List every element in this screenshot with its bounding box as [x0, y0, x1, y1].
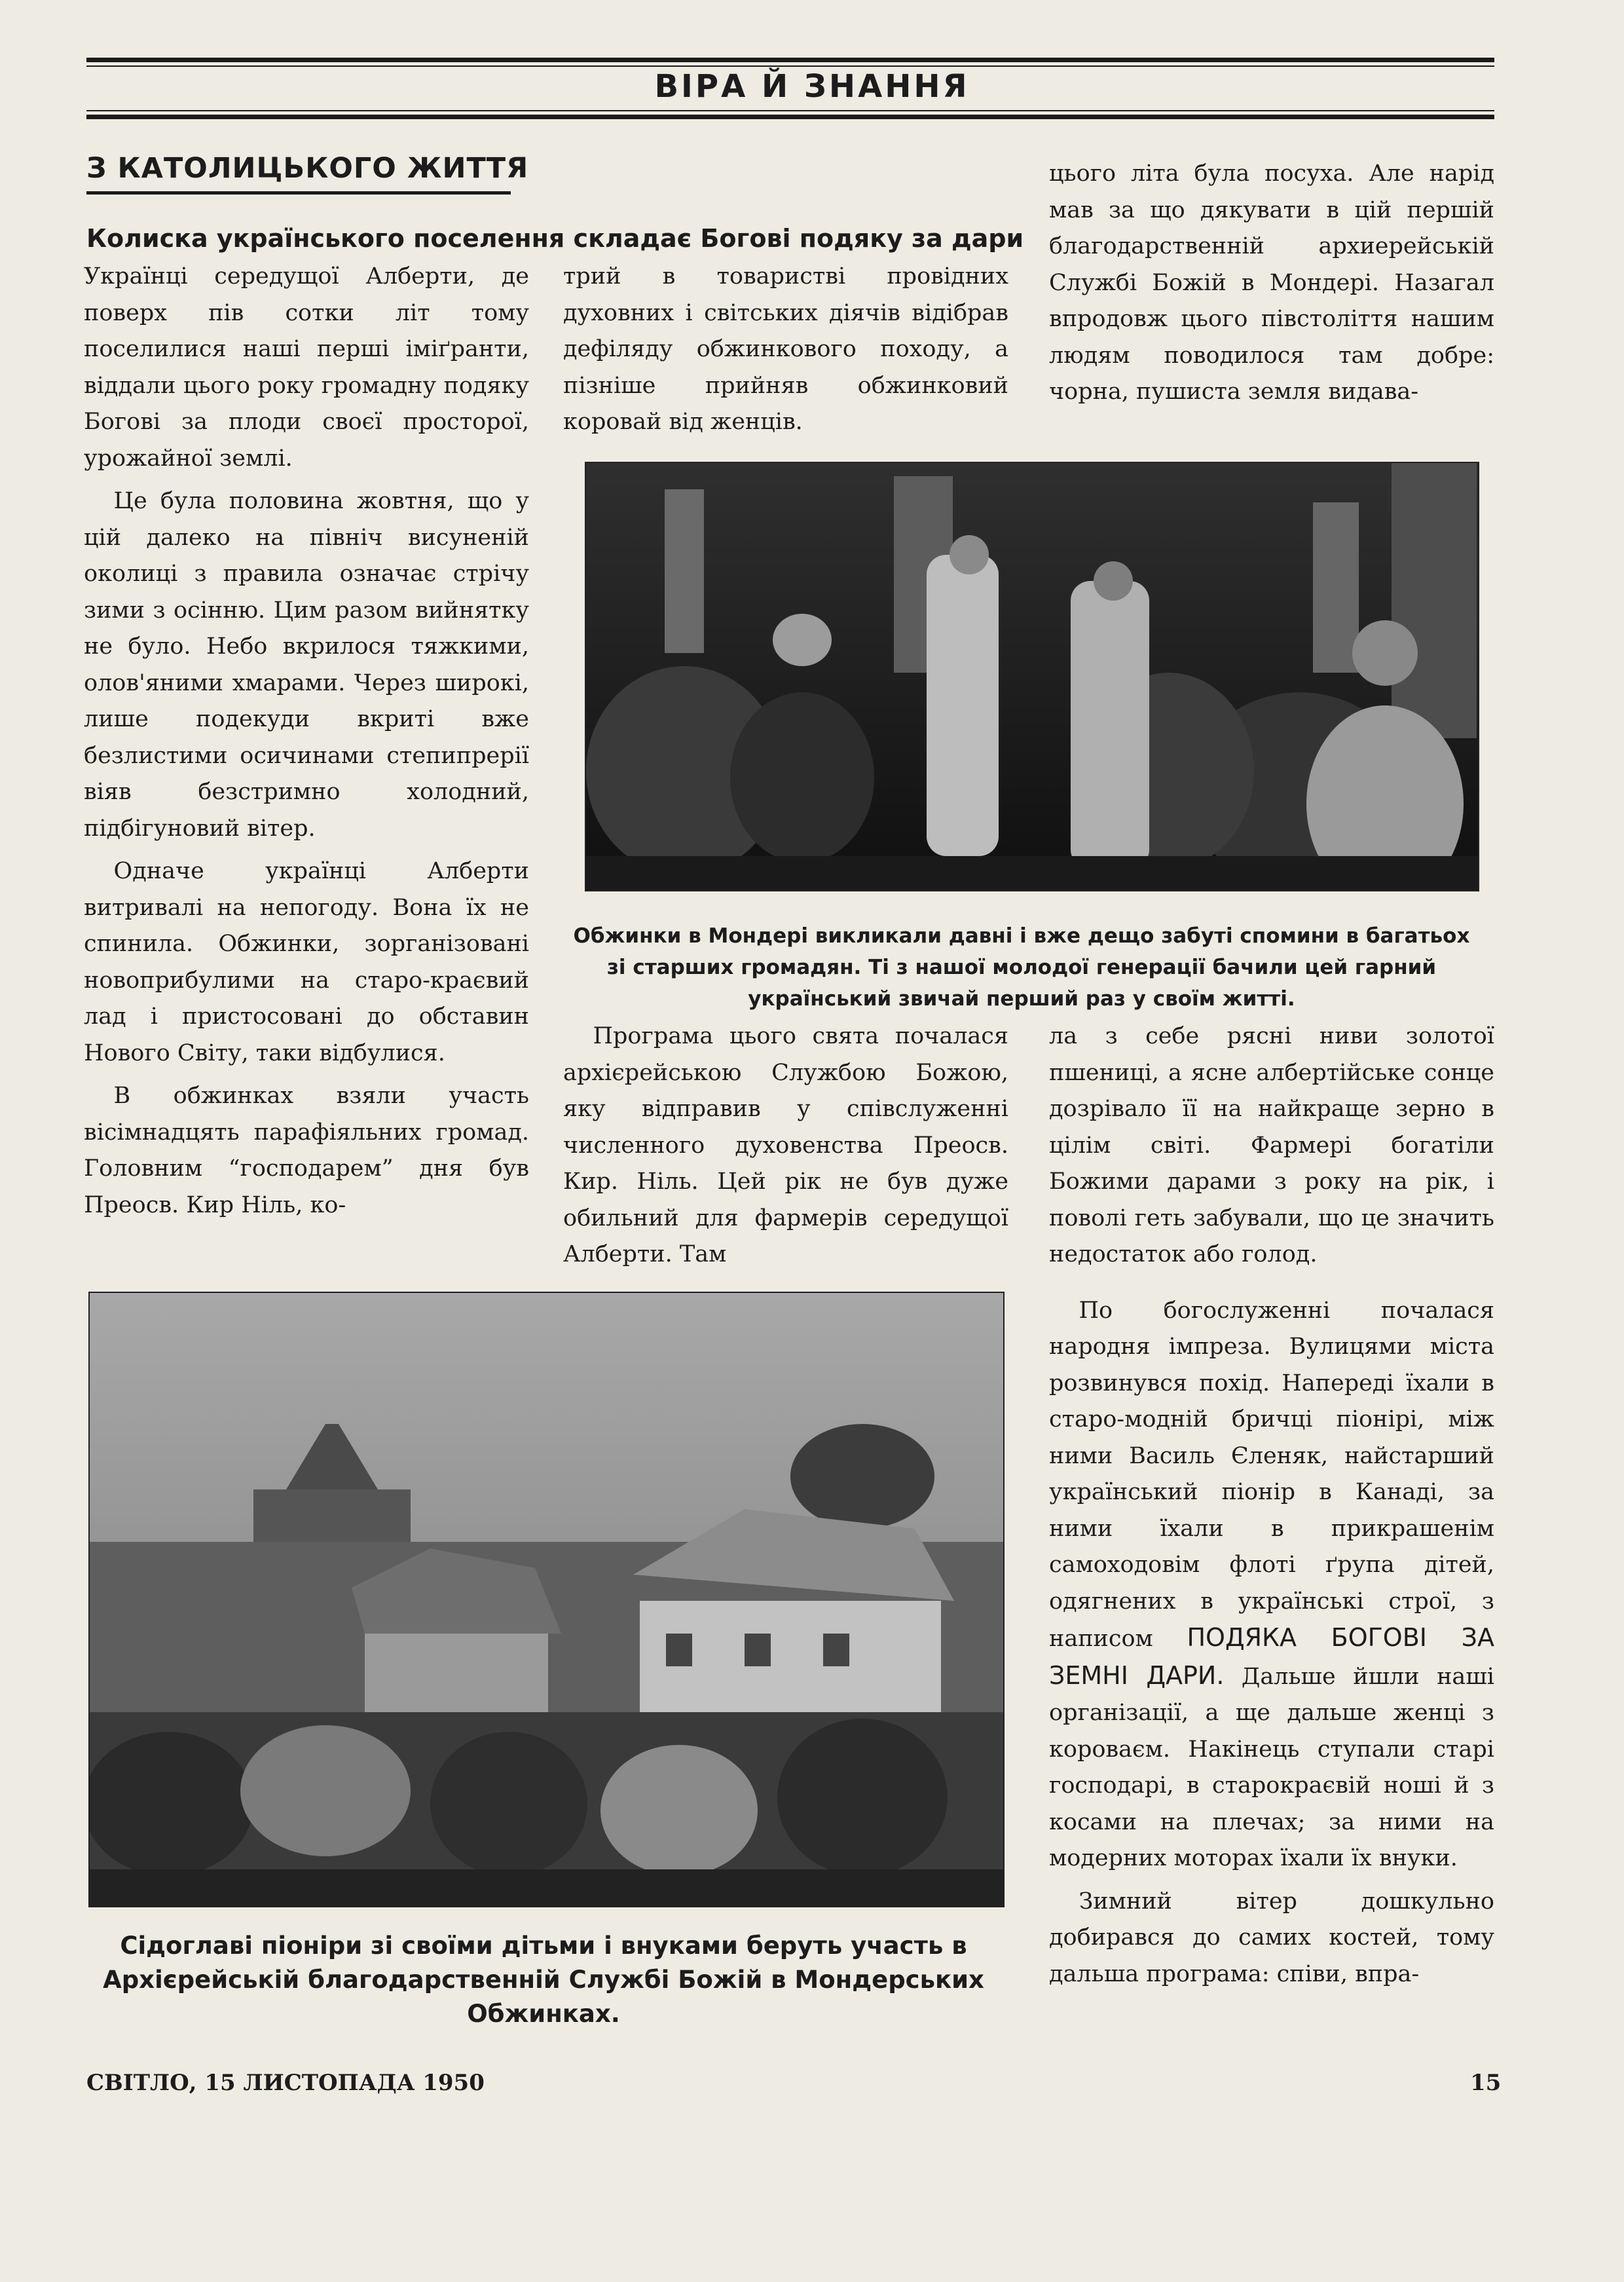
- banner-inscription: ПОДЯКА БОГОВІ ЗА ЗЕМНІ ДАРИ.: [1049, 1623, 1494, 1690]
- page-number: 15: [1470, 2070, 1502, 2096]
- photo-caption-bottom: Сідоглаві піоніри зі своїми дітьми і внуками беруть участь в Архієрейській благодарственній Службі Божій в Мондерських Обжинках.: [103, 1932, 984, 2028]
- pioneers-photo-illustration: [90, 1293, 1003, 1906]
- paragraph: трий в товаристві провідних духовних і світських діячів відібрав дефіляду обжинкового походу, а пізніше прийняв обжинковий коровай від женців.: [563, 263, 1008, 435]
- article-column-2-top: [563, 259, 1008, 442]
- paragraph: Одначе українці Алберти витривалі на непогоду. Вона їх не спинила. Обжинки, зорганізовані новоприбулими на старо-краєвий лад і пристосовані до обставин Нового Світу, таки відбулися.: [84, 858, 529, 1066]
- liturgy-photo-illustration: [586, 463, 1478, 890]
- article-column-1: [84, 259, 529, 1274]
- photo-pioneers-field: [88, 1292, 1005, 1907]
- paragraph: Програма цього свята почалася архієрейською Службою Божою, яку відправив у співслуженні численного духовенства Преосв. Кир. Ніль. Цей рік не був дуже обильний для фармерів середущої Алберти. Там: [563, 1023, 1008, 1267]
- paragraph: В обжинках взяли участь вісімнадцять парафіяльних громад. Головним “господарем” дня був Преосв. Кир Ніль, ко-: [84, 1083, 529, 1218]
- section-title: ВІРА Й ЗНАННЯ: [654, 68, 970, 105]
- paragraph-text: Дальше йшли наші організації, а ще дальше женці з короваєм. Накінець ступали старі господарі, в старокраєвій ноші й з косами на плечах; за ними на модерних моторах їхали їх внуки.: [1049, 1663, 1494, 1871]
- footer-publication: СВІТЛО, 15 ЛИСТОПАДА 1950: [86, 2070, 485, 2096]
- paragraph: Українці середущої Алберти, де поверх пів сотки літ тому поселилися наші перші іміґранти, віддали цього року громадну подяку Богові за плоди своєї просторої, урожайної землі.: [84, 263, 529, 472]
- article-column-3-top: [1049, 156, 1494, 457]
- article-column-2-bottom: [563, 1019, 1008, 1267]
- paragraph: Це була половина жовтня, що у цій далеко на північ висуненій околиці з правила означає стрічу зими з осінню. Цим разом вийнятку не було. Небо вкрилося тяжкими, олов'яними хмарами. Через широкі, лише подекуди вкриті вже безлистими осичинами степипрерії віяв безстримно холодний, підбігуновий вітер.: [84, 488, 529, 842]
- paragraph-text: По богослуженні почалася народня імпреза. Вулицями міста розвинувся похід. Напереді їхали в старо-модній бричці піонірі, між ними Василь Єленяк, найстарший український піонір в Канаді, за ними їхали в прикрашенім самоходовім флоті ґрупа дітей, одягнених в українські строї, з написом: [1049, 1297, 1494, 1652]
- paragraph: цього літа була посуха. Але нарід мав за що дякувати в цій першій благодарственній архиерейській Службі Божій в Мондері. Назагал впродовж цього півстоліття нашим людям поводилося там добре: чорна, пушиста земля видава-: [1049, 160, 1494, 405]
- photo-liturgy-church: [585, 462, 1479, 891]
- paragraph: [1049, 1293, 1494, 1877]
- photo-caption-top: Обжинки в Мондері викликали давні і вже дещо забуті спомини в багатьох зі старших громадян. Ті з нашої молодої генерації бачили цей гарний український звичай перший раз у своїм житті.: [573, 924, 1470, 1011]
- article-headline: Колиска українського поселення складає Богові подяку за дари: [86, 224, 1024, 253]
- rubric-title: З КАТОЛИЦЬКОГО ЖИТТЯ: [86, 152, 529, 185]
- header-rule-top-thick: [86, 58, 1494, 62]
- rubric-underline: [86, 191, 511, 195]
- article-column-3-bottom: [1049, 1019, 1494, 2053]
- header-rule-bottom-thick: [86, 115, 1494, 119]
- paragraph: Зимний вітер дошкульно добирався до самих костей, тому дальша програма: співи, впра-: [1049, 1888, 1494, 1987]
- header-rule-bottom-thin: [86, 110, 1494, 111]
- paragraph: ла з себе рясні ниви золотої пшениці, а ясне албертійське сонце дозрівало її на найкраще зерно в цілім світі. Фармері богатіли Божими дарами з року на рік, і поволі геть забували, що це значить недостаток або голод.: [1049, 1023, 1494, 1267]
